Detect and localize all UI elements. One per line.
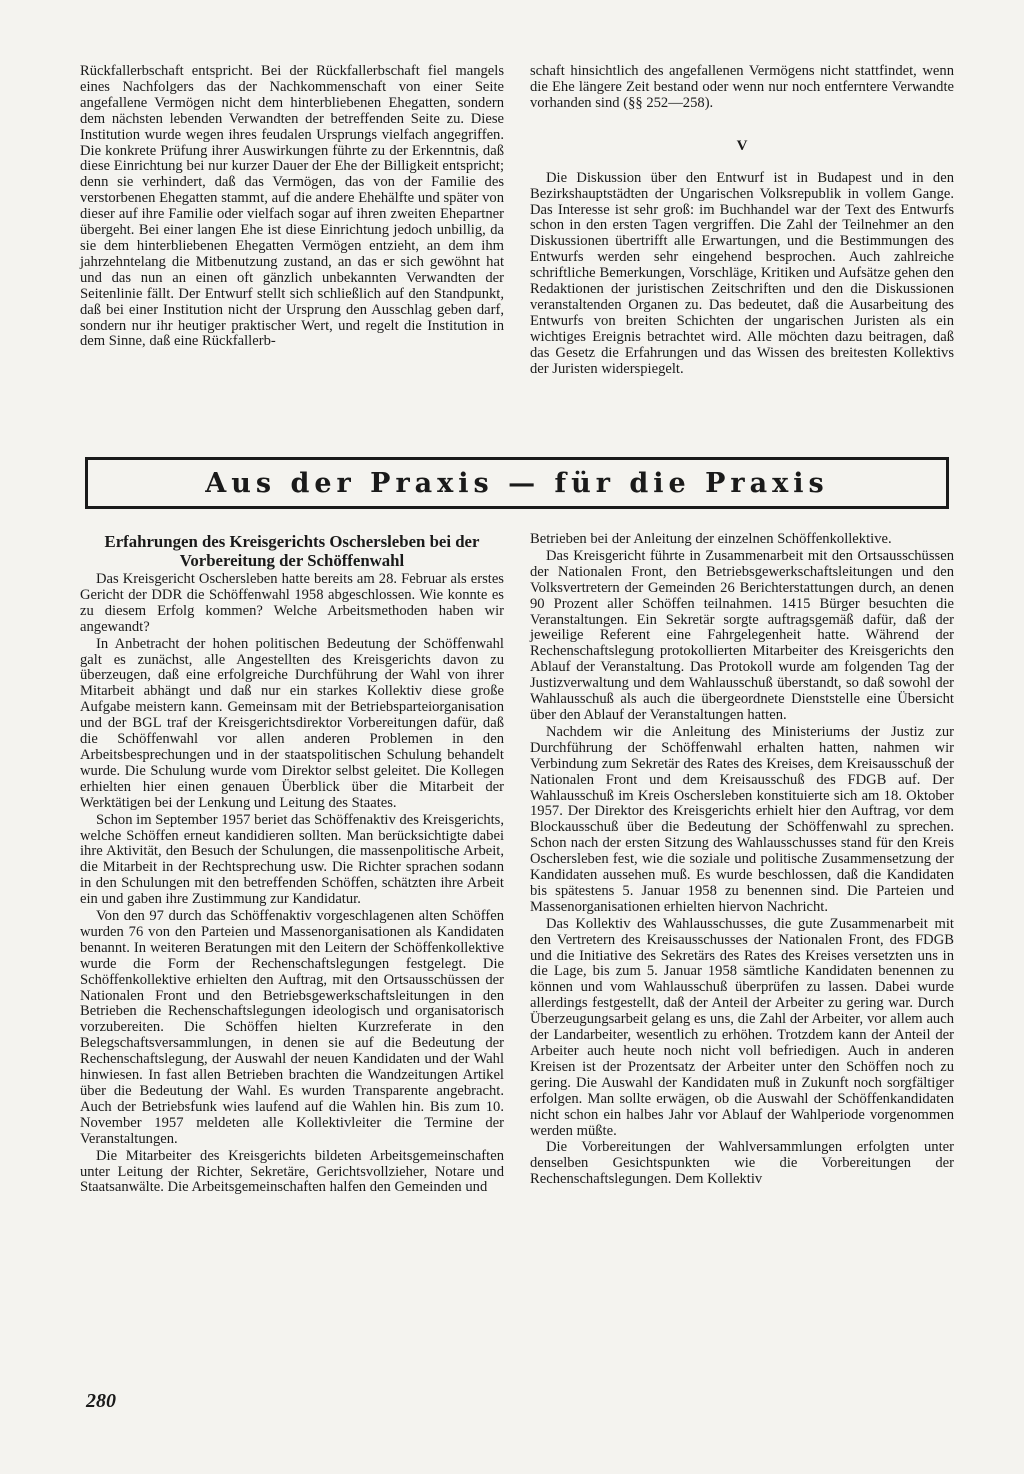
section-number: V [736,137,748,154]
paragraph: Das Kreisgericht Oschersleben hatte bereits am 28. Februar als erstes Gericht der DDR die Schöffenwahl 1958 abgeschlossen. Wie konnte es zu diesem Erfolg kommen? Welche Arbeitsmethoden haben wir angewandt? [80,571,504,635]
paragraph: Nachdem wir die Anleitung des Ministeriums der Justiz zur Durchführung der Schöffenwahl erhalten hatten, nahmen wir Verbindung zum Sekretär des Rates des Kreises, dem Kreisausschuß der Nationalen Front und dem Kreisausschuß des FDGB auf. Der Wahlausschuß im Kreis Oschersleben konstituierte sich am 18. Oktober 1957. Der Direktor des Kreisgerichts erhielt hier den Auftrag, vor dem Blockausschuß über die Bedeutung der Schöffenwahl zu sprechen. Schon nach der ersten Sitzung des Wahlausschusses stand für den Kreis Oschersleben fest, wie die soziale und politische Zusammensetzung der Kandidaten aussehen muß. Es wurde beschlossen, daß die Kandidaten bis spätestens 5. Januar 1958 zu benennen sind. Die Parteien und Massenorganisationen erhielten hiervon Nachricht. [530,723,954,915]
paragraph: Die Mitarbeiter des Kreisgerichts bildeten Arbeitsgemeinschaften unter Leitung der Richter, Sekretäre, Gerichtsvollzieher, Notare und Staatsanwälte. Die Arbeitsgemeinschaften halfen den Gemeinden und [80,1147,504,1196]
paragraph: Das Kollektiv des Wahlausschusses, die gute Zusammenarbeit mit den Vertretern des Kreisausschusses der Nationalen Front, des FDGB und die Initiative des Sekretärs des Rates des Kreises versetzten uns in die Lage, bis zum 5. Januar 1958 sämtliche Kandidaten benennen zu können und vom Wahlausschuß überprüfen zu lassen. Dabei wurde allerdings festgestellt, daß der Anteil der Arbeiter zu gering war. Durch Überzeugungsarbeit gelang es uns, die Zahl der Arbeiter, vor allem auch der Landarbeiter, wesentlich zu erhöhen. Trotzdem kann der Anteil der Arbeiter auch heute noch nicht voll befriedigen. Auch in anderen Kreisen ist der Prozentsatz der Arbeiter unter den Schöffen noch zu gering. Die Auswahl der Kandidaten muß in Zukunft noch sorgfältiger erfolgen. Man sollte erwägen, ob die Auswahl der Schöffenkandidaten nicht schon ein halbes Jahr vor Ablauf der Wahlperiode vorgenommen werden müßte. [530,915,954,1139]
banner-title: Aus der Praxis — für die Praxis [205,467,829,499]
paragraph: Schon im September 1957 beriet das Schöffenaktiv des Kreisgerichts, welche Schöffen erneut kandidieren sollten. Man berücksichtigte dabei ihre Aktivität, den Besuch der Schulungen, die massenpolitische Arbeit, die Mitarbeit in der Rechtsprechung usw. Die Richter sprachen sodann in den Schulungen mit den betreffenden Schöffen, schätzten ihre Arbeit ein und gaben ihre Zustimmung zur Kandidatur. [80,811,504,908]
article-headline: Erfahrungen des Kreisgerichts Oschersleben bei der Vorbereitung der Schöffenwahl [104,532,480,570]
top-right-column [530,64,954,378]
top-left-column [80,64,504,350]
paragraph: Die Diskussion über den Entwurf ist in Budapest und in den Bezirkshauptstädten der Ungarischen Volksrepublik in vollem Gange. Das Interesse ist sehr groß: im Buchhandel war der Text des Entwurfs schon in den ersten Tagen vergriffen. Die Zahl der Teilnehmer an den Diskussionen übertrifft alle Erwartungen, und die Bestimmungen des Entwurfs werden sehr eingehend besprochen. Auch zahlreiche schriftliche Bemerkungen, Vorschläge, Kritiken und Aufsätze gehen den Redaktionen der juristischen Zeitschriften und den die Diskussionen veranstaltenden Organen zu. Das bedeutet, daß die Ausarbeitung des Entwurfs von breiten Schichten der ungarischen Juristen als ein wichtiges Ereignis betrachtet wird. Alle möchten dazu beitragen, daß das Gesetz die Erfahrungen und das Wissen des breitesten Kollektivs der Juristen widerspiegelt. [530,169,954,377]
paragraph: Das Kreisgericht führte in Zusammenarbeit mit den Ortsausschüssen der Nationalen Front, den Betriebsgewerkschaftsleitungen und den Volksvertretern der Gemeinden 26 Berichterstattungen durch, an denen 90 Prozent aller Schöffen teilnahmen. 1415 Bürger besuchten die Veranstaltungen. Ein Sekretär sorgte auftragsgemäß dafür, daß der jeweilige Referent eine Fahrgelegenheit hatte. Während der Rechenschaftslegung protokollierten Mitarbeiter des Kreisgerichts den Ablauf der Veranstaltung. Das Protokoll wurde am folgenden Tag der Justizverwaltung und dem Wahlausschuß überstandt, so daß sowohl der Wahlausschuß als auch die übergeordnete Dienststelle eine Übersicht über den Ablauf der Veranstaltungen hatten. [530,547,954,723]
page-number: 280 [86,1390,116,1412]
paragraph: Rückfallerbschaft entspricht. Bei der Rückfallerbschaft fiel mangels eines Nachfolgers das der Nachkommenschaft von einer Seite angefallene Vermögen nicht dem hinterbliebenen Ehegatten, sondern dem nächsten lebenden Verwandten der betreffenden Seite zu. Diese Institution wurde wegen ihres feudalen Ursprungs vielfach angegriffen. Die konkrete Prüfung ihrer Auswirkungen führte zu der Erkenntnis, daß diese Einrichtung bei nur kurzer Dauer der Ehe der Billigkeit entspricht; denn sie verhindert, daß das Vermögen, das von der Familie des verstorbenen Ehegatten stammt, auf die andere Ehehälfte und später von dieser auf ihre Familie oder vielfach sogar auf ihren zweiten Ehepartner übergeht. Bei einer langen Ehe ist diese Einrichtung jedoch unbillig, da sie dem hinterbliebenen Ehegatten Vermögen entzieht, an dem ihm jahrzehntelang die Mitbenutzung zustand, an das er sich gewöhnt hat und das nun an einen oft gänzlich unbekannten Verwandten der Seitenlinie fällt. Der Entwurf stellt sich schließlich auf den Standpunkt, daß bei einer Institution nicht der Ursprung den Ausschlag geben darf, sondern nur ihr heutiger praktischer Wert, und regelt die Institution in dem Sinne, daß eine Rückfallerb- [80,63,504,350]
bottom-right-column [530,532,954,1188]
continuation-paragraph: schaft hinsichtlich des angefallenen Vermögens nicht stattfindet, wenn die Ehe längere Zeit bestand oder wenn nur noch entferntere Verwandte vorhanden sind (§§ 252—258). [530,63,954,111]
continuation-paragraph: Betrieben bei der Anleitung der einzelnen Schöffenkollektive. [530,531,892,547]
bottom-left-column [80,532,504,1196]
paragraph: Die Vorbereitungen der Wahlversammlungen erfolgten unter denselben Gesichtspunkten wie die Vorbereitungen der Rechenschaftslegungen. Dem Kollektiv [530,1139,954,1188]
paragraph: Von den 97 durch das Schöffenaktiv vorgeschlagenen alten Schöffen wurden 76 von den Parteien und Massenorganisationen als Kandidaten benannt. In weiteren Beratungen mit den Leitern der Schöffenkollektive wurde die Form der Rechenschaftslegungen festgelegt. Die Schöffenkollektive erhielten den Auftrag, mit den Ortsausschüssen der Nationalen Front und den Betriebsgewerkschaftsleitungen in den Betrieben die Rechenschaftslegungen ideologisch und organisatorisch vorzubereiten. Die Schöffen hielten Kurzreferate in den Belegschaftsversammlungen, in denen sie auf die Bedeutung der Rechenschaftslegung, der Auswahl der neuen Kandidaten und der Wahl hinwiesen. In fast allen Betrieben brachten die Wandzeitungen Artikel über die Bedeutung der Wahl. Es wurden Transparente angebracht. Auch der Betriebsfunk wies laufend auf die Wahlen hin. Bis zum 10. November 1957 meldeten alle Kollektivleiter die Termine der Veranstaltungen. [80,908,504,1147]
section-banner [85,457,949,509]
paragraph: In Anbetracht der hohen politischen Bedeutung der Schöffenwahl galt es zunächst, alle Angestellten des Kreisgerichts davon zu überzeugen, daß eine erfolgreiche Durchführung der Wahl von ihrer Mitarbeit abhängt und daß nur ein starkes Kollektiv diese große Aufgabe meistern kann. Gemeinsam mit der Betriebsparteiorganisation und der BGL traf der Kreisgerichtsdirektor Vorbereitungen dafür, daß die Schöffenwahl vor allen anderen Problemen in den Arbeitsbesprechungen und in der staatspolitischen Schulung behandelt wurde. Die Schulung wurde vom Direktor selbst geleitet. Die Kollegen erhielten hier einen genauen Überblick über die Mitarbeit der Werktätigen bei der Lenkung und Leitung des Staates. [80,635,504,811]
